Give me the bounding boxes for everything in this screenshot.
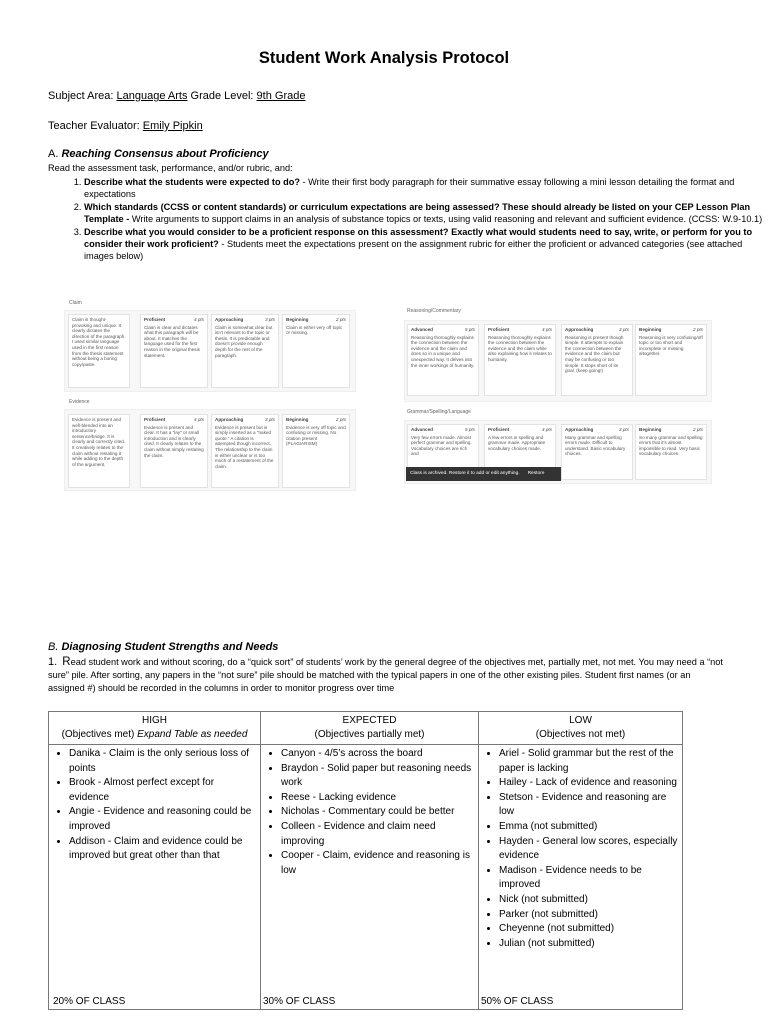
list-item: • Brook - Almost perfect except for evidence — [69, 776, 256, 805]
section-a-heading — [48, 148, 269, 160]
section-b-letter: B. — [48, 641, 62, 653]
rubric-cell: Proficient 4 pts Evidence is present and clear. It has a "lay" or small introduction and is clearly cited. It clearly relates to the claim without simply restating the claim. — [140, 414, 208, 488]
list-item: • Braydon - Solid paper but reasoning needs work — [281, 762, 474, 791]
rubric-claim-title: Claim — [69, 300, 82, 306]
rubric-cell: Approaching 3 pts Claim is somewhat clear but isn't relevant to the topic or thesis. It is predictable and doesn't provide enough depth for the rest of the paragraph. — [211, 314, 279, 388]
instructions-text: ead student work and without scoring, do a “quick sort” of students’ work by the general degree of the objectives met, partially met, not met. You may need a “not sure” pile. After sorting, any papers in the “not sure” pile should be matched with the typical papers in one of the other existing piles. Student first names (or an assigned #) should be recorded in the columns in order to monitor progress over time — [48, 657, 723, 693]
header-high: HIGH (Objectives met) Expand Table as needed — [49, 712, 261, 745]
header-low: LOW (Objectives not met) — [479, 712, 683, 745]
drop-cap: R — [62, 656, 71, 668]
list-item: • Emma (not submitted) — [499, 820, 678, 835]
teacher-value: Emily Pipkin — [142, 120, 203, 132]
question-3: 3. Describe what you would consider to be a proficient response on this assessment? Exactly what would students need to say, write, or perform for you to consider their work proficient? - Students meet the expectations present on the assignment rubric for either the proficient or advanced categories (see attached images below) — [84, 226, 764, 262]
table-header-row — [49, 712, 683, 745]
teacher-label: Teacher Evaluator: — [48, 120, 143, 132]
low-list — [483, 747, 678, 951]
low-cell — [479, 745, 683, 1010]
high-list — [53, 747, 256, 864]
rubric-cell: Proficient 4 pts A few errors in spelling and grammar made. Appropriate vocabulary choices made. — [484, 424, 556, 480]
subject-label: Subject Area: — [48, 90, 117, 102]
high-percent: 20% OF CLASS — [53, 996, 126, 1007]
rubric-cell: Approaching 3 pts Reasoning is present though simple. It attempts to explain the connection between the evidence and the claim but may be confusing or too simple. It stops short of its goal. (keep going!) — [561, 324, 633, 396]
section-b-title: Diagnosing Student Strengths and Needs — [61, 641, 279, 653]
list-item: • Nick (not submitted) — [499, 893, 678, 908]
proficiency-questions — [48, 176, 764, 263]
section-b-heading — [48, 641, 278, 653]
step-number: 1. — [48, 656, 58, 668]
list-item: • Madison - Evidence needs to be improved — [499, 864, 678, 893]
header-expected: EXPECTED (Objectives partially met) — [261, 712, 479, 745]
list-item: • Julian (not submitted) — [499, 937, 678, 952]
expected-list — [265, 747, 474, 878]
list-item: • Ariel - Solid grammar but the rest of the paper is lacking — [499, 747, 678, 776]
list-item: • Hayden - General low scores, especially evidence — [499, 835, 678, 864]
rubric-grammar-title: Grammar/Spelling/Language — [407, 409, 471, 415]
rubric-cell: Evidence is present and well-blended into an introductory sentence/bridge. It is clearly and correctly cited. It creatively relates to the claim without restating it while adding to the depth of the argument. — [68, 414, 130, 488]
archived-toast — [406, 467, 561, 481]
section-a-letter: A. — [48, 148, 62, 160]
rubric-cell: Beginning 2 pts Reasoning is very confusing/off topic or too short and incomplete or missing altogether. — [635, 324, 707, 396]
list-item: • Parker (not submitted) — [499, 908, 678, 923]
rubric-evidence-title: Evidence — [69, 399, 90, 405]
list-item: • Nicholas - Commentary could be better — [281, 805, 474, 820]
list-item: • Colleen - Evidence and claim need improving — [281, 820, 474, 849]
rubric-image-right — [404, 306, 710, 482]
rubric-image-left — [64, 298, 354, 490]
list-item: • Stetson - Evidence and reasoning are low — [499, 791, 678, 820]
list-item: • Cooper - Claim, evidence and reasoning is low — [281, 849, 474, 878]
expected-cell — [261, 745, 479, 1010]
grade-label: Grade Level: — [187, 90, 257, 102]
expected-percent: 30% OF CLASS — [263, 996, 336, 1007]
rubric-cell: Beginning 2 pts So many grammar and spelling errors that it's almost impossible to read. Very basic vocabulary choices. — [635, 424, 707, 480]
rubric-cell: Claim is thought-provoking and unique. It clearly dictates the direction of the paragraph. I used similar language used in the first reason from the thesis statement without being a boring copy/paste. — [68, 314, 130, 388]
rubric-cell: Approaching 3 pts Many grammar and spelling errors made. Difficult to understand. Basic vocabulary choices. — [561, 424, 633, 480]
rubric-cell: Proficient 4 pts Reasoning thoroughly explains the connection between the evidence and the claim while also explaining how it relates to humanity. — [484, 324, 556, 396]
high-cell — [49, 745, 261, 1010]
low-percent: 50% OF CLASS — [481, 996, 554, 1007]
question-2: 2. Which standards (CCSS or content standards) or curriculum expectations are being assessed? These should already be listed on your CEP Lesson Plan Template - Write arguments to support claims in an analysis of substance topics or texts, using valid reasoning and relevant and sufficient evidence. (CCSS: W.9-10.1) — [84, 201, 764, 225]
rubric-cell: Approaching 3 pts Evidence is present but is simply inserted as a "naked quote." A citation is attempted though incorrect. The relationship to the claim is either unclear or is too much of a restatement of the claim. — [211, 414, 279, 488]
subject-grade-line — [48, 90, 305, 102]
subject-value: Language Arts — [116, 90, 188, 102]
section-a-title: Reaching Consensus about Proficiency — [61, 148, 269, 160]
list-item: • Cheyenne (not submitted) — [499, 922, 678, 937]
list-item: • Reese - Lacking evidence — [281, 791, 474, 806]
list-item: • Canyon - 4/5’s across the board — [281, 747, 474, 762]
rubric-cell: Beginning 2 pts Claim is either very off topic or missing. — [282, 314, 350, 388]
quick-sort-instructions — [48, 656, 728, 695]
section-a-intro: Read the assessment task, performance, and/or rubric, and: — [48, 163, 293, 173]
list-item: • Angie - Evidence and reasoning could be improved — [69, 805, 256, 834]
list-item: • Danika - Claim is the only serious loss of points — [69, 747, 256, 776]
rubric-cell: Proficient 4 pts Claim is clear and dictates what this paragraph will be about. It matches the language used for the first reason in the original thesis statement. — [140, 314, 208, 388]
table-body-row — [49, 745, 683, 1010]
rubric-reasoning-title: Reasoning/Commentary — [407, 308, 461, 314]
toast-restore-link[interactable]: Restore — [527, 471, 545, 476]
rubric-cell: Advanced 5 pts Very few errors made. Almost perfect grammar and spelling. Vocabulary choices are rich and — [407, 424, 479, 480]
page-title: Student Work Analysis Protocol — [258, 49, 510, 67]
rubric-cell: Beginning 2 pts Evidence is very off topic and confusing or missing. No citation present (PLAGIARISM) — [282, 414, 350, 488]
list-item: • Addison - Claim and evidence could be improved but great other than that — [69, 835, 256, 864]
toast-message: Class is archived. Restore it to add or edit anything. — [410, 471, 520, 476]
rubric-cell: Advanced 5 pts Reasoning thoroughly explains the connection between the evidence and the claim and does so in a unique and unexpected way. It delves into the inner workings of humanity. — [407, 324, 479, 396]
question-1: 1. Describe what the students were expected to do? - Write their first body paragraph for their summative essay following a mini lesson detailing the format and expectations — [84, 176, 764, 200]
teacher-line — [48, 120, 203, 132]
student-sort-table — [48, 711, 683, 1010]
list-item: • Hailey - Lack of evidence and reasoning — [499, 776, 678, 791]
grade-value: 9th Grade — [256, 90, 306, 102]
